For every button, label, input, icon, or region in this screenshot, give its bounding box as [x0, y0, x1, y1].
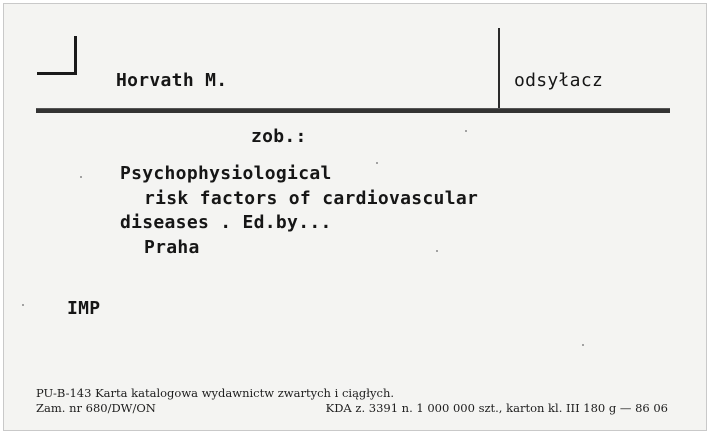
title-line-4: Praha: [144, 237, 200, 258]
title-line-3: diseases . Ed.by...: [120, 212, 332, 233]
reference-label: odsyłacz: [514, 70, 604, 91]
paper-speck: [582, 344, 584, 346]
paper-speck: [465, 130, 467, 132]
order-number: Zam. nr 680/DW/ON: [36, 401, 156, 415]
paper-speck: [436, 250, 438, 252]
title-line-2: risk factors of cardiovascular: [144, 188, 479, 209]
form-footer-line-1: PU-B-143 Karta katalogowa wydawnictw zwartych i ciągłych.: [36, 386, 395, 400]
catalog-card: [3, 3, 707, 431]
paper-speck: [80, 176, 82, 178]
see-label: zob.:: [251, 126, 307, 147]
reference-divider: [498, 28, 500, 108]
code-label: IMP: [67, 298, 101, 319]
form-footer-line-2: [36, 401, 668, 415]
corner-mark-vertical: [74, 36, 77, 74]
corner-mark-horizontal: [37, 72, 77, 75]
paper-speck: [376, 162, 378, 164]
header-rule: [36, 108, 670, 113]
paper-speck: [22, 304, 24, 306]
title-line-1: Psychophysiological: [120, 163, 332, 184]
author-name: Horvath M.: [116, 70, 228, 91]
print-run-info: KDA z. 3391 n. 1 000 000 szt., karton kl. III 180 g — 86 06: [325, 401, 668, 415]
